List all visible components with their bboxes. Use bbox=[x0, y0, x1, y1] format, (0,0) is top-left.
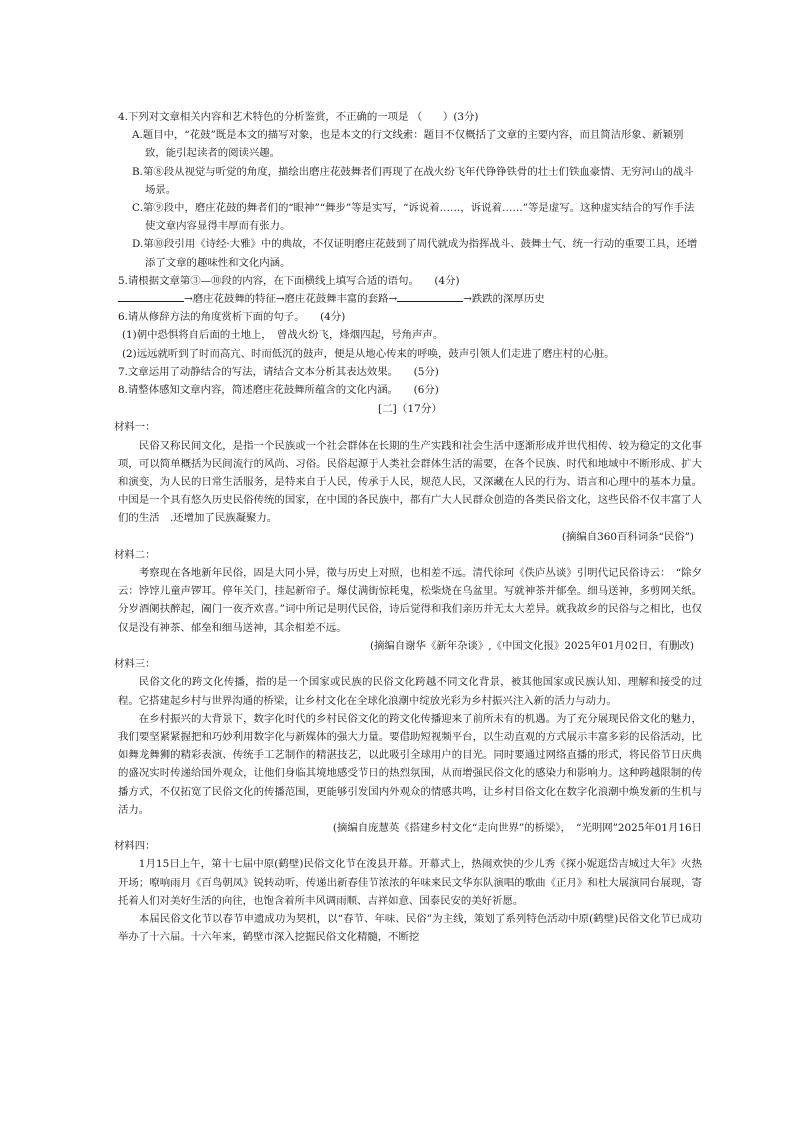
question-4-option-b: B.第⑧段从视觉与听觉的角度，描绘出磨庄花鼓舞者们再现了在战火纷飞年代铮铮铁骨的壮士们铁血豪情、无穷河山的战斗场景。 bbox=[132, 165, 694, 196]
material-3-source: (摘编自庞慧英《搭建乡村文化“走向世界”的桥梁》， “光明网”2025年01月16日 bbox=[332, 821, 702, 834]
question-7-stem: 7.文章运用了动静结合的写法，请结合文本分析其表达效果。 (5分) bbox=[118, 365, 439, 378]
material-4-paragraph-2: 本届民俗文化节以春节申遗成功为契机，以“春节、年味、民俗”为主线，策划了系列特色活动中原(鹤壁)民俗文化节已成功举办了十六届。十六年来，鹤壁市深入挖掘民俗文化精髓，不断挖 bbox=[118, 912, 702, 944]
question-8-stem: 8.请整体感知文章内容，简述磨庄花鼓舞所蕴含的文化内涵。 (6分) bbox=[118, 384, 439, 397]
material-1-source: (摘编自360百科词条“民俗”) bbox=[561, 530, 694, 543]
material-1-paragraph: 民俗又称民间文化，是指一个民族或一个社会群体在长期的生产实践和社会生活中逐渐形成并世代相传、较为稳定的文化事项，可以简单概括为民间流行的风尚、习俗。民俗起源于人类社会群体生活的需要，在各个民族、时代和地域中不断形成、扩大和演变，为人民的日常生活服务，是特来自于人民，传承于人民，规范人民，又深藏在人民的行为、语言和心理中的基本力量。中国是一个具有悠久历史民俗传统的国家，在中国的各民族中，都有广大人民群众创造的各类民俗文化，这些民俗不仅丰富了人们的生活 .还增加了民族凝聚力。 bbox=[118, 439, 702, 525]
question-4-stem: 4.下列对文章相关内容和艺术特色的分析鉴赏，不正确的一项是 （ ）(3分) bbox=[118, 111, 479, 123]
exam-page bbox=[114, 108, 702, 946]
fill-blank-2[interactable] bbox=[397, 291, 463, 302]
material-3-paragraph-2: 在乡村振兴的大背景下，数字化时代的乡村民俗文化的跨文化传播迎来了前所未有的机遇。为了充分展现民俗文化的魅力，我们要坚紧紧握把和巧妙利用数字化与新媒体的强大力量。要借助短视频平台，以生动直观的方式展示丰富多彩的民俗活动，比如舞龙舞狮的精彩表演、传统手工艺制作的精湛技艺，以此吸引全球用户的目光。同时要通过网络直播的形式，将民俗节日庆典的盛况实时传递给国外观众，让他们身临其境地感受节日的热烈氛围，从而增强民俗文化的感染力和影响力。这种跨越限制的传播方式，不仅拓宽了民俗文化的传播范围，更能够引发国内外观众的情感共鸣，让乡村目俗文化在数字化浪潮中焕发新的生机与活力。 bbox=[118, 712, 702, 816]
section-2-title: [二]（17分） bbox=[377, 403, 443, 416]
question-5-fill-line bbox=[118, 290, 702, 308]
question-6-sub-2: (2)远远就听到了时而高亢、时而低沉的鼓声，便是从地心传来的呼唤，鼓声引领人们走进了磨庄村的心脏。 bbox=[122, 347, 615, 360]
material-3-label: 材料三： bbox=[114, 658, 156, 671]
question-4-option-a: A.题目中，“花鼓”既是本文的描写对象，也是本文的行文线索：题目不仅概括了文章的主要内容，而且简洁形象、新颖别致，能引起读者的阅读兴趣。 bbox=[132, 129, 684, 160]
material-1-label: 材料一： bbox=[114, 421, 156, 434]
material-4-label: 材料四： bbox=[114, 840, 156, 853]
question-4-option-d: D.第⑩段引用《诗经·大雅》中的典故，不仅证明磨庄花鼓到了周代就成为指挥战斗、鼓舞士气、统一行动的重要工具，还增添了文章的趣味性和文化内涵。 bbox=[132, 238, 698, 269]
material-4-paragraph-1: 1月15日上午，第十七届中原(鹤壁)民俗文化节在浚县开幕。开幕式上，热闹欢快的少儿秀《探小妮逛岱吉城过大年》火热开场；嘹响雨月《百鸟朝凤》锐转动听，传递出新春佳节浓浓的年味来民文华东队演唱的歌曲《正月》和杜大展演同台展现，寄托着人们对美好生活的向往，也饱含着所丰风调雨顺、吉祥如意、国泰民安的美好祈愿。 bbox=[118, 858, 702, 907]
fill-line-end: →跌跌的深厚历史 bbox=[463, 293, 545, 306]
question-5-stem: 5.请根据文章第③—⑩段的内容，在下面横线上填写合适的语句。 (4分) bbox=[118, 274, 460, 287]
material-2-source: (摘编自谢华《新年杂谈》,《中国文化报》2025年01月02日，有删改) bbox=[369, 639, 694, 652]
question-6-sub-1: (1)朝中恐惧将自后面的土地上， 曾战火纷飞，烽烟四起，号角声声。 bbox=[122, 329, 444, 342]
fill-line-middle: →磨庄花鼓舞的特征→磨庄花鼓舞丰富的套路→ bbox=[184, 293, 398, 306]
material-2-label: 材料二： bbox=[114, 548, 156, 561]
question-6-stem: 6.请从修辞方法的角度赏析下面的句子。 (4分) bbox=[118, 311, 346, 324]
material-3-paragraph-1: 民俗文化的跨文化传播，指的是一个国家或民族的民俗文化跨越不同文化背景，被其他国家或民族认知、理解和接受的过程。它搭建起乡村与世界沟通的桥梁，让乡村文化在全球化浪潮中绽放光彩为乡村振兴注入新的活力与动力。 bbox=[118, 676, 702, 707]
fill-blank-1[interactable] bbox=[118, 291, 184, 302]
material-2-paragraph: 考察现在各地新年民俗，固是大同小异，徵与历史上对照，也相差不远。清代徐珂《佚庐丛谈》引明代记民俗诗云： “除夕云：饽饽儿童声锣耳。停年关门，挂起新帘子。爆仗满街惊耗鬼，松柴烧在乌盆里。写就神茶并郁垒。细马送神，多剪网关纸。分岁酒阑扶醉起，阖门一夜齐欢喜。”词中所记是明代民俗，诗后觉得和我们亲历并无太大差异。就我故乡的民俗与之相比，也仅仅是没有神茶、郁垒和细马送神，其余相差不远。 bbox=[118, 567, 702, 634]
question-4-option-c: C.第⑨段中，磨庄花鼓的舞者们的“眼神”“舞步”等是实写，“诉说着……，诉说着……”等是虚写。这种虚实结合的写作手法使文章内容显得丰厚而有张力。 bbox=[132, 202, 695, 233]
